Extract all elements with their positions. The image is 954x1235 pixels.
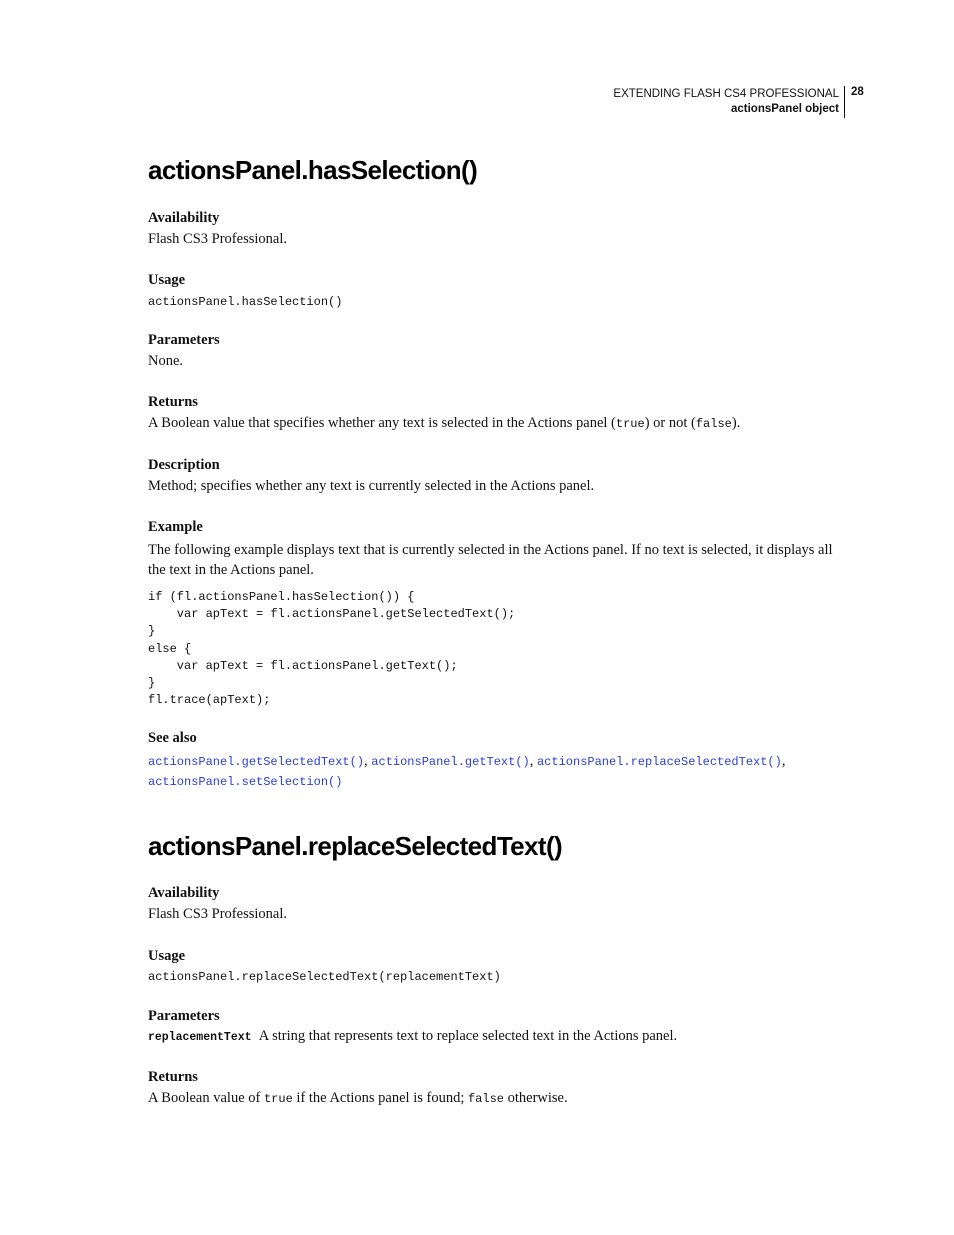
- returns-text-2: A Boolean value of true if the Actions panel is found; false otherwise.: [148, 1090, 568, 1106]
- see-also-links-line2: [148, 773, 342, 790]
- link-replace-selected-text[interactable]: actionsPanel.replaceSelectedText(): [536, 755, 782, 769]
- example-heading: Example: [148, 519, 203, 535]
- see-also-links-line1: actionsPanel.getSelectedText(), actionsPanel.getText(), actionsPanel.replaceSelectedText(),: [148, 753, 786, 769]
- returns-heading: Returns: [148, 394, 198, 410]
- example-code-block: if (fl.actionsPanel.hasSelection()) { var apText = fl.actionsPanel.getSelectedText(); } else { var apText = fl.actionsPanel.getText(); } fl.trace(apText);: [148, 590, 516, 708]
- book-title: EXTENDING FLASH CS4 PROFESSIONAL: [613, 88, 839, 100]
- usage-heading: Usage: [148, 272, 186, 288]
- header-divider: [844, 86, 845, 118]
- returns-text: A Boolean value that specifies whether any text is selected in the Actions panel (true) or not (false).: [148, 415, 741, 431]
- availability-heading: Availability: [148, 210, 220, 226]
- entry-title-has-selection: actionsPanel.hasSelection(): [148, 155, 478, 185]
- section-name: actionsPanel object: [730, 103, 839, 115]
- parameters-heading-2: Parameters: [148, 1008, 220, 1024]
- example-text: The following example displays text that is currently selected in the Actions panel. If no text is selected, it displays all the text in the Actions panel.: [148, 542, 833, 578]
- description-heading: Description: [148, 457, 220, 473]
- parameters-text: None.: [148, 353, 184, 369]
- parameter-name: replacementText: [148, 1031, 252, 1044]
- description-text: Method; specifies whether any text is currently selected in the Actions panel.: [148, 478, 595, 494]
- running-header: [613, 87, 839, 117]
- availability-text: Flash CS3 Professional.: [148, 231, 287, 247]
- parameter-description: A string that represents text to replace selected text in the Actions panel.: [258, 1028, 678, 1044]
- see-also-heading: See also: [148, 730, 197, 746]
- entry-title-replace-selected-text: actionsPanel.replaceSelectedText(): [148, 831, 563, 861]
- availability-text-2: Flash CS3 Professional.: [148, 906, 287, 922]
- returns-heading-2: Returns: [148, 1069, 198, 1085]
- page-number: 28: [851, 86, 864, 98]
- parameter-row: [148, 1028, 677, 1045]
- usage-heading-2: Usage: [148, 948, 186, 964]
- usage-code-2: actionsPanel.replaceSelectedText(replacementText): [148, 970, 501, 984]
- link-get-selected-text[interactable]: actionsPanel.getSelectedText(): [148, 755, 365, 769]
- link-get-text[interactable]: actionsPanel.getText(): [371, 755, 530, 769]
- link-set-selection[interactable]: actionsPanel.setSelection(): [148, 775, 343, 789]
- usage-code: actionsPanel.hasSelection(): [148, 295, 343, 309]
- parameters-heading: Parameters: [148, 332, 220, 348]
- availability-heading-2: Availability: [148, 885, 220, 901]
